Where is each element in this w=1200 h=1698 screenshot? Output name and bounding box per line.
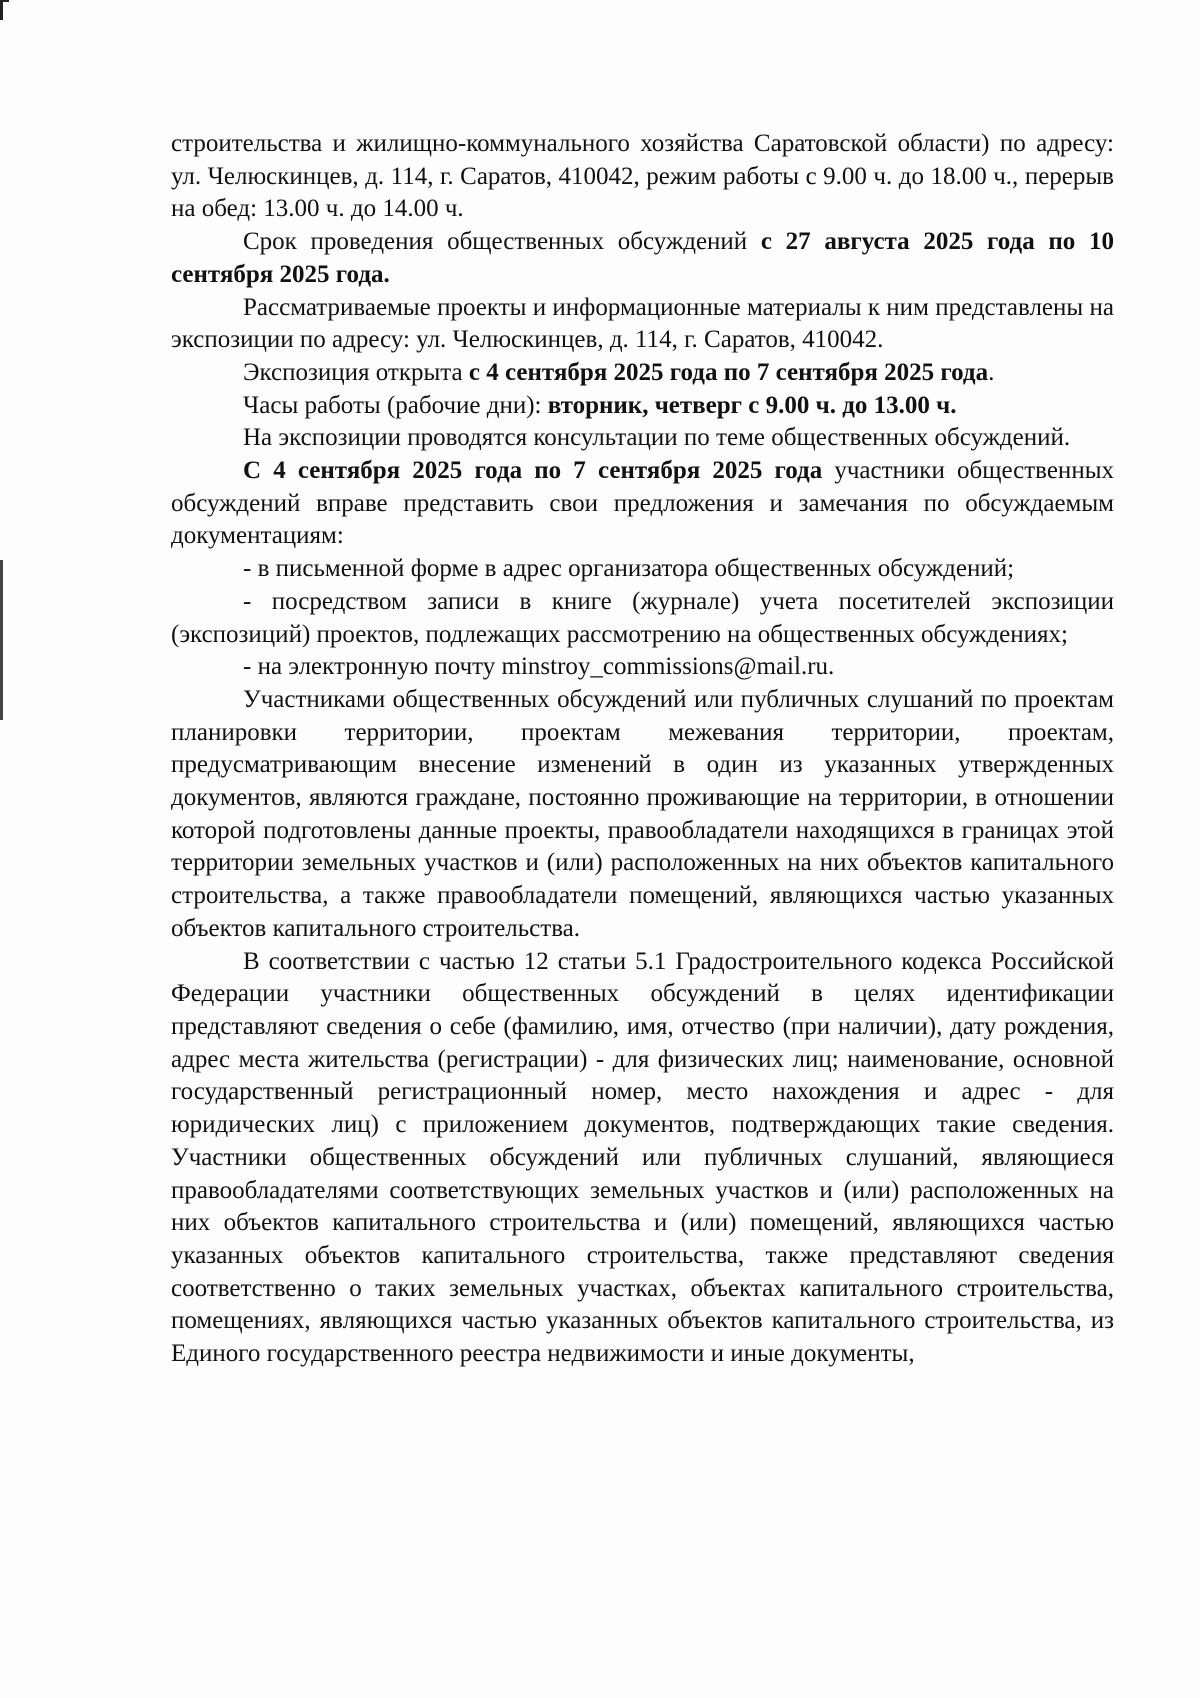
participants-text: Участниками общественных обсуждений или публичных слушаний по проектам планировки территории, проектам межевания территории, проектам, предусматривающим внесение изменений в один из указанных утвержденных документов, являются граждане, постоянно проживающие на территории, в отношении которой подготовлены данные проекты, правообладатели находящихся в границах этой территории земельных участков и (или) расположенных на них объектов капитального строительства, а также правообладатели помещений, являющихся частью указанных объектов капитального строительства.: [171, 685, 1114, 942]
list-item-written: [171, 553, 1114, 586]
list-item-book: [171, 586, 1114, 651]
proposals-text: участники общественных обсуждений вправе представить свои предложения и замечания по обсуждаемым документациям:: [171, 457, 1114, 550]
paragraph-address-text: строительства и жилищно-коммунального хозяйства Саратовской области) по адресу: ул. Челюскинцев, д. 114, г. Саратов, 410042, режим работы с 9.00 ч. до 18.00 ч., перерыв на обед: 13.00 ч. до 14.00 ч.: [171, 130, 1114, 223]
exposition-end: .: [988, 358, 995, 386]
scan-edge-mark: [0, 560, 3, 720]
period-dates: с 27 августа 2025 года по 10 сентября 2025 года.: [171, 228, 1114, 288]
materials-text: Рассматриваемые проекты и информационные материалы к ним представлены на экспозиции по адресу: ул. Челюскинцев, д. 114, г. Саратов, 410042.: [171, 293, 1114, 354]
proposals-dates: С 4 сентября 2025 года по 7 сентября 2025 года: [243, 457, 823, 485]
list-item-email: [171, 651, 1114, 684]
exposition-dates: с 4 сентября 2025 года по 7 сентября 2025 года: [468, 358, 989, 386]
period-intro: Срок проведения общественных обсуждений: [243, 228, 761, 256]
exposition-intro: Экспозиция открыта: [243, 358, 469, 386]
scan-corner-mark: [0, 0, 9, 20]
paragraph-hours: [171, 390, 1114, 423]
paragraph-period: [171, 226, 1114, 291]
book-record-text: - посредством записи в книге (журнале) учета посетителей экспозиции (экспозиций) проектов, подлежащих рассмотрению на общественных обсуждениях;: [171, 587, 1114, 648]
paragraph-consultations: [171, 422, 1114, 455]
email-text: - на электронную почту minstroy_commissions@mail.ru.: [243, 653, 835, 681]
paragraph-proposals: [171, 455, 1114, 553]
consultations-text: На экспозиции проводятся консультации по теме общественных обсуждений.: [243, 424, 1071, 452]
paragraph-participants: [171, 684, 1114, 946]
hours-intro: Часы работы (рабочие дни):: [243, 391, 548, 419]
document-body: [171, 128, 1114, 1371]
paragraph-identification: [171, 946, 1114, 1371]
identification-text: В соответствии с частью 12 статьи 5.1 Градостроительного кодекса Российской Федерации участники общественных обсуждений в целях идентификации представляют сведения о себе (фамилию, имя, отчество (при наличии), дату рождения, адрес места жительства (регистрации) - для физических лиц; наименование, основной государственный регистрационный номер, место нахождения и адрес - для юридических лиц) с приложением документов, подтверждающих такие сведения. Участники общественных обсуждений или публичных слушаний, являющиеся правообладателями соответствующих земельных участков и (или) расположенных на них объектов капитального строительства и (или) помещений, являющихся частью указанных объектов капитального строительства, также представляют сведения соответственно о таких земельных участках, объектах капитального строительства, помещениях, являющихся частью указанных объектов капитального строительства, из Единого государственного реестра недвижимости и иные документы,: [171, 947, 1114, 1368]
hours-value: вторник, четверг с 9.00 ч. до 13.00 ч.: [547, 391, 957, 419]
paragraph-address: [171, 128, 1114, 226]
paragraph-exposition: [171, 357, 1114, 390]
written-form-text: - в письменной форме в адрес организатора общественных обсуждений;: [243, 555, 1015, 583]
paragraph-materials: [171, 292, 1114, 357]
